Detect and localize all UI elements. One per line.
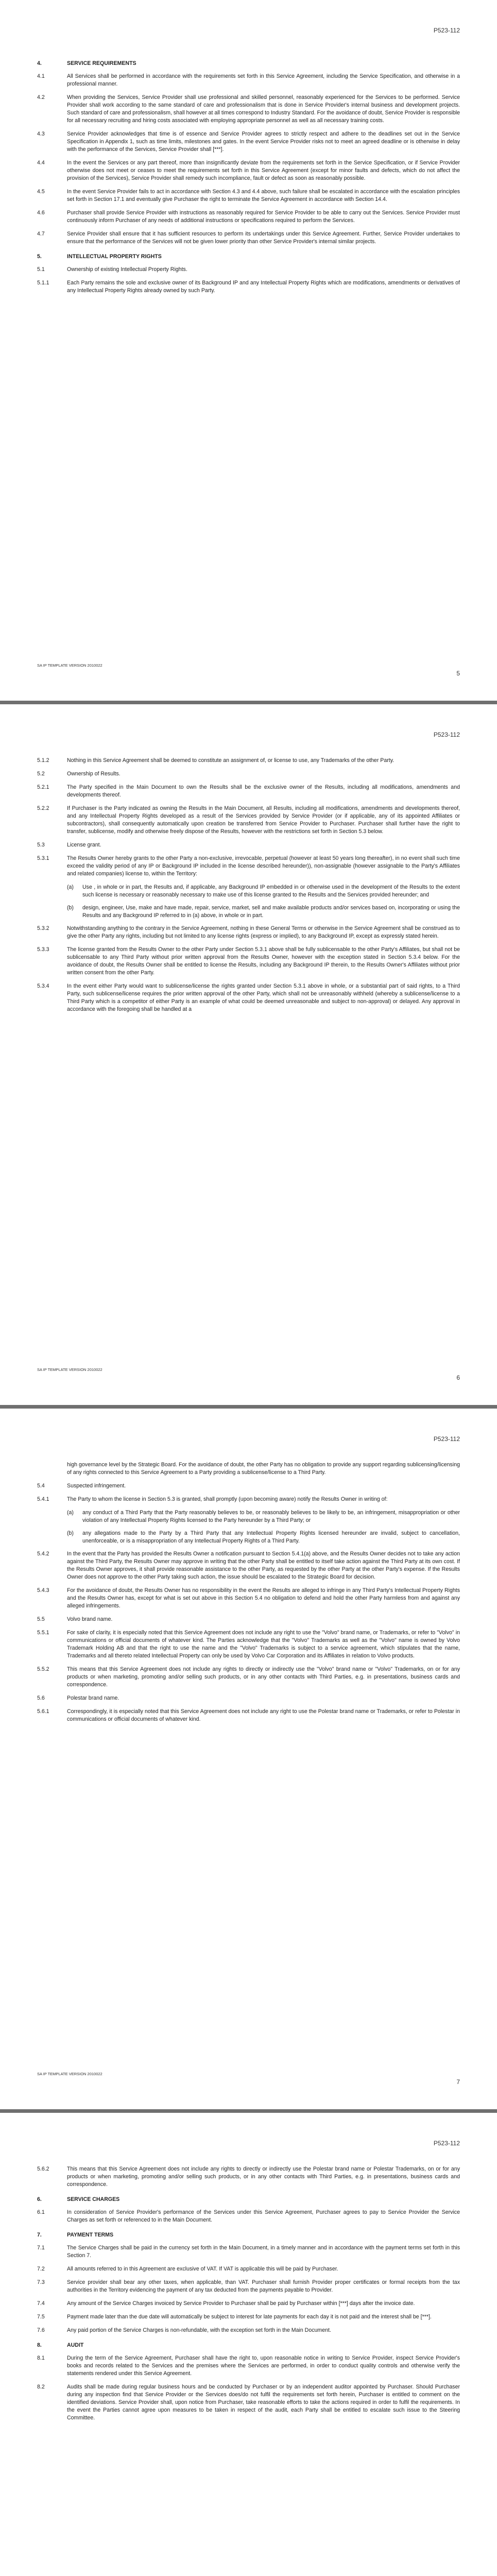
section-number: 8. [37, 2342, 42, 2348]
section-title: SERVICE REQUIREMENTS [67, 60, 136, 66]
clause [37, 230, 460, 246]
section-title: AUDIT [67, 2342, 84, 2348]
clause-number: 5.3.1 [37, 855, 49, 861]
clause [37, 925, 460, 940]
clause-number: 8.1 [37, 2355, 45, 2361]
page [0, 1409, 497, 2109]
sub-clause-text: any allegations made to the Party by a Third Party that any Intellectual Property Rights licensed hereunder are invalid, subject to cancellation, unenforceable, or is a misappropriation of any Intellectual Property Rights of a Third Party. [82, 1530, 460, 1544]
clause-number: 5.4.1 [37, 1496, 49, 1502]
section-title: SERVICE CHARGES [67, 2196, 120, 2202]
section-number: 5. [37, 253, 42, 260]
clause-text: Any paid portion of the Service Charges is non-refundable, with the exception set forth in the Main Document. [67, 2327, 331, 2333]
page-content [37, 1461, 460, 2047]
clause-text: This means that this Service Agreement does not include any rights to directly or indirectly use the Polestar brand name or Polestar Trademarks, on or for any products or when marketing, promoting and/or selling such products, or in any other contacts with Third Parties, e.g. in presentations, business cards and correspondence. [67, 2166, 460, 2188]
clause [37, 757, 460, 765]
clause-text: Service Provider acknowledges that time is of essence and Service Provider agrees to strictly respect and adhere to the deadlines set out in the Service Specification in Appendix 1, such as time limits, milestones and gates. In the event Service Provider risks not to meet an agreed deadline or is otherwise in delay with the performance of the Services, Service Provider shall [***]. [67, 131, 460, 152]
clause-number: 4.6 [37, 210, 45, 216]
clause-text: The Party to whom the license in Section 5.3 is granted, shall promptly (upon becoming aware) notify the Results Owner in writing of: [67, 1496, 388, 1502]
clause-number: 5.4.2 [37, 1551, 49, 1557]
clause-number: 7.2 [37, 2266, 45, 2272]
clause [37, 2327, 460, 2334]
clause-number: 4.1 [37, 73, 45, 79]
clause-number: 7.5 [37, 2314, 45, 2320]
clause [37, 2265, 460, 2273]
section-title: INTELLECTUAL PROPERTY RIGHTS [67, 253, 162, 260]
page-content [37, 757, 460, 1343]
clause-text: Correspondingly, it is especially noted that this Service Agreement does not include any right to use the Polestar brand name or Trademarks, or refer to Polestar in communications or official documents of whatever kind. [67, 1708, 460, 1722]
clause [37, 1587, 460, 1610]
clause [37, 805, 460, 836]
clause [37, 188, 460, 204]
clause-text: Payment made later than the due date will automatically be subject to interest for late payments for each day it is not paid and the interest shall be [***]. [67, 2314, 432, 2320]
clause-number: 4.4 [37, 160, 45, 166]
clause-number: 4.5 [37, 189, 45, 195]
clause-text: The Party specified in the Main Document to own the Results shall be the exclusive owner of the Results, including all modifications, amendments and developments thereof. [67, 784, 460, 798]
clause-number: 5.3.2 [37, 925, 49, 931]
clause-text: In consideration of Service Provider's performance of the Services under this Service Agreement, Purchaser agrees to pay to Service Provider the Service Charges as set forth or referenced to in the Main Document. [67, 2209, 460, 2223]
clause-number: 5.5.2 [37, 1666, 49, 1672]
clause-number: 5.4 [37, 1483, 45, 1489]
page-content [37, 53, 460, 639]
sub-clause-label: (a) [67, 884, 74, 890]
clause-number: 5.6 [37, 1695, 45, 1701]
clause [37, 1694, 460, 1702]
clause [37, 1496, 460, 1503]
clause [37, 2209, 460, 2224]
clause-text: Suspected infringement. [67, 1483, 126, 1489]
sub-clause [67, 1530, 460, 1545]
clause-text: Any amount of the Service Charges invoiced by Service Provider to Purchaser shall be paid by Purchaser within [***] days after the invoice date. [67, 2300, 415, 2307]
page [0, 0, 497, 701]
clause [37, 982, 460, 1013]
sub-clause-text: Use , in whole or in part, the Results and, if applicable, any Background IP embedded in or otherwise used in the development of the Results to the extent such license is necessary or reasonably necessary to make use of this license granted to the Results and the Services provided hereunder; and [82, 884, 460, 898]
clause-number: 7.4 [37, 2300, 45, 2307]
clause [37, 1550, 460, 1581]
clause-number: 5.2.2 [37, 805, 49, 811]
clause-number: 4.2 [37, 94, 45, 100]
template-version: SA IP TEMPLATE VERSION 2010022 [37, 663, 102, 668]
clause-text: License grant. [67, 842, 101, 848]
clause [37, 130, 460, 154]
clause-number: 7.3 [37, 2279, 45, 2285]
clause [37, 784, 460, 799]
section-number: 6. [37, 2196, 42, 2202]
clause-number: 4.3 [37, 131, 45, 137]
sub-clause [67, 1509, 460, 1524]
clause-text: For sake of clarity, it is especially noted that this Service Agreement does not include any right to use the "Volvo" brand name, or Trademarks, or refer to "Volvo" in communications or official documents of whatever kind. The Parties acknowledge that the "Volvo" Trademarks as well as the "Volvo" name is owned by Volvo Trademark Holding AB and that the right to use the name and the "Volvo" Trademarks is subject to a service agreement, which stipulates that the name, Trademarks and all thereto related Intellectual Property can only be used by Volvo Car Corporation and its Affiliates in relation to Volvo products. [67, 1630, 460, 1659]
clause-text: Service provider shall bear any other taxes, when applicable, than VAT. Purchaser shall furnish Provider proper certificates or formal receipts from the tax authorities in the Territory evidencing the payment of any tax deducted from the payments payable to Provider. [67, 2279, 460, 2293]
clause [37, 1666, 460, 1689]
clause [37, 1629, 460, 1660]
clause-number: 5.6.2 [37, 2166, 49, 2172]
clause-text: In the event either Party would want to sublicense/license the rights granted under Section 5.3.1 above in whole, or a substantial part of said rights, to a Third Party, such sublicense/license requires the prior written approval of the other Party, which shall not be unreasonably withheld (whereby a sublicense/license to a Third Party which is a competitor of either Party is an example of what could be deemed unreasonable and subject to non-approval) or delayed. Any approval in accordance with the foregoing shall be handled at a [67, 983, 460, 1012]
clause-text: Audits shall be made during regular business hours and be conducted by Purchaser or by an independent auditor appointed by Purchaser. Should Purchaser during any inspection find that Service Provider or the Services does/do not fulfil the requirements set forth herein, Purchaser is entitled to comment on the identified deviations. Service Provider shall, upon notice from Purchaser, take reasonable efforts to take the actions required in order to fulfil the requirements. In the event the Parties cannot agree upon measures to be taken in respect of the audit, each Party shall be entitled to escalate such issue to the Steering Committee. [67, 2384, 460, 2421]
clause-text: All Services shall be performed in accordance with the requirements set forth in this Service Agreement, including the Service Specification, and otherwise in a professional manner. [67, 73, 460, 87]
sub-clause [67, 904, 460, 920]
clause-text: For the avoidance of doubt, the Results Owner has no responsibility in the event the Results are alleged to infringe in any Third Party's Intellectual Property Rights and the Results Owner has, except for what is set out above in this Section 5.4 no obligation to defend and hold the other Party harmless from and against any alleged infringements. [67, 1587, 460, 1609]
clause-number: 8.2 [37, 2384, 45, 2390]
clause-number: 5.6.1 [37, 1708, 49, 1715]
clause-number: 5.3 [37, 842, 45, 848]
document-reference: P523-112 [433, 27, 460, 34]
clause-number: 5.4.3 [37, 1587, 49, 1594]
clause-number: 5.2 [37, 771, 45, 777]
section-heading [37, 60, 460, 67]
clause-text: Volvo brand name. [67, 1616, 113, 1622]
clause [37, 209, 460, 225]
clause-text: Polestar brand name. [67, 1695, 119, 1701]
clause-text: Notwithstanding anything to the contrary in the Service Agreement, nothing in these General Terms or otherwise in the Service Agreement shall be construed as to give the other Party any rights, including but not limited to any license rights (express or implied), to any Background IP, except as expressly stated herein. [67, 925, 460, 939]
page-number: 5 [456, 670, 460, 677]
clause-text: In the event Service Provider fails to act in accordance with Section 4.3 and 4.4 above, such failure shall be escalated in accordance with the escalation principles set forth in Section 17.1 and eventually give Purchaser the right to terminate the Service Agreement in accordance with Section 14.4. [67, 189, 460, 202]
clause [37, 279, 460, 295]
clause-number: 5.1.1 [37, 280, 49, 286]
section-heading [37, 2231, 460, 2239]
document-reference: P523-112 [433, 731, 460, 738]
clause-text: Nothing in this Service Agreement shall be deemed to constitute an assignment of, or license to use, any Trademarks of the other Party. [67, 757, 395, 764]
clause-text: Service Provider shall ensure that it has sufficient resources to perform its undertakings under this Service Agreement. Further, Service Provider undertakes to ensure that the performance of the Services will not be given lower priority than other Service Provider's internal similar projects. [67, 231, 460, 245]
clause [37, 855, 460, 878]
template-version: SA IP TEMPLATE VERSION 2010022 [37, 1367, 102, 1372]
sub-clause-label: (b) [67, 905, 74, 911]
clause-number [37, 1461, 67, 1477]
clause [37, 2383, 460, 2422]
clause [37, 2313, 460, 2321]
clause-text: If Purchaser is the Party indicated as owning the Results in the Main Document, all Results, including all modifications, amendments and developments thereof, and any Intellectual Property Rights developed as a result of the Services provided by Service Provider (or if applicable, any of its appointed Affiliates or subcontractors), shall consequently automatically upon creation be transferred from Service Provider to Purchaser. Purchaser shall further have the right to transfer, sublicense, modify and otherwise freely dispose of the Results, however with the restrictions set forth in Section 5.3 below. [67, 805, 460, 835]
clause-text: In the event that the Party has provided the Results Owner a notification pursuant to Section 5.4.1(a) above, and the Results Owner decides not to take any action against the Third Party, the Results Owner may approve in writing that the other Party shall be entitled to itself take action against the Third Party at its own cost. If the Results Owner approves, it shall provide reasonable assistance to the other Party, as requested by the other Party at the other Party's expense. If the Results Owner does not approve to the other Party taking such action, the issue should be escalated to the Strategic Board for decision. [67, 1551, 460, 1580]
clause-number: 5.1.2 [37, 757, 49, 764]
clause [37, 841, 460, 849]
clause-number: 4.7 [37, 231, 45, 237]
clause-text: Ownership of existing Intellectual Property Rights. [67, 266, 187, 273]
page [0, 2113, 497, 2576]
clause-text: The Service Charges shall be paid in the currency set forth in the Main Document, in a timely manner and in accordance with the payment terms set forth in this Section 7. [67, 2245, 460, 2259]
clause [37, 159, 460, 182]
clause-number: 6.1 [37, 2209, 45, 2215]
section-heading [37, 2342, 460, 2349]
sub-clause-text: design, engineer, Use, make and have made, repair, service, market, sell and make available products and/or services based on, incorporating or using the Results and any Background IP referred to in (a) above, in whole or in part. [82, 905, 460, 919]
clause [37, 770, 460, 778]
sub-clause-text: any conduct of a Third Party that the Party reasonably believes to be, or reasonably believes to be likely to be, an infringement, misappropriation or other violation of any Intellectual Property Rights licensed to the Party hereunder by a Third Party; or [82, 1510, 460, 1523]
clause-text: The Results Owner hereby grants to the other Party a non-exclusive, irrevocable, perpetual (however at least 50 years long thereafter), in no event shall such time exceed the validity period of any IP or Background IP included in the license described hereunder)), non-assignable (however assignable to the Party's Affiliates and related companies) license to, within the Territory: [67, 855, 460, 877]
clause-text: When providing the Services, Service Provider shall use professional and skilled personnel, reasonably experienced for the Services to be performed. Service Provider shall work according to the same standard of care and professionalism that is done in Service Provider's internal business and development projects. Such standard of care and professionalism, shall however at all times correspond to Industry Standard. For the avoidance of doubt, Service Provider is responsible for all necessary recruiting and hiring costs associated with employing appropriate personnel as well as all necessary training costs. [67, 94, 460, 124]
section-heading [37, 2196, 460, 2204]
clause-text: In the event the Services or any part thereof, more than insignificantly deviate from the requirements set forth in the Service Specification, or if Service Provider otherwise does not meet or ceases to meet the requirements set forth in this Service Agreement (except for minor faults and defects, which do not affect the provision of the Services), Service Provider shall remedy such incompliance, fault or defect as soon as reasonably possible. [67, 160, 460, 181]
clause-number: 7.6 [37, 2327, 45, 2333]
clause-text: All amounts referred to in this Agreement are exclusive of VAT. If VAT is applicable this will be paid by Purchaser. [67, 2266, 338, 2272]
template-version: SA IP TEMPLATE VERSION 2010022 [37, 2072, 102, 2076]
clause [37, 2244, 460, 2260]
clause [37, 2354, 460, 2378]
section-title: PAYMENT TERMS [67, 2232, 114, 2238]
section-number: 7. [37, 2232, 42, 2238]
clause [37, 1461, 460, 1477]
clause [37, 2279, 460, 2294]
clause-number: 7.1 [37, 2245, 45, 2251]
sub-clause-label: (b) [67, 1530, 74, 1536]
sub-clause [67, 884, 460, 899]
section-heading [37, 253, 460, 261]
section-number: 4. [37, 60, 42, 66]
clause-number: 5.3.3 [37, 946, 49, 953]
clause-text: Ownership of Results. [67, 771, 121, 777]
clause-number: 5.3.4 [37, 983, 49, 989]
clause-number: 5.1 [37, 266, 45, 273]
sub-clause-label: (a) [67, 1510, 74, 1516]
clause [37, 2165, 460, 2189]
clause-number: 5.5.1 [37, 1630, 49, 1636]
clause-number: 5.5 [37, 1616, 45, 1622]
clause-text: During the term of the Service Agreement, Purchaser shall have the right to, upon reasonable notice in writing to Service Provider, inspect Service Provider's books and records related to the Services and the premises where the Services are performed, in order to conduct quality controls and otherwise verify the statements rendered under this Service Agreement. [67, 2355, 460, 2377]
page-content [37, 2165, 460, 2576]
clause-text: high governance level by the Strategic Board. For the avoidance of doubt, the other Party has no obligation to provide any support regarding sublicensing/licensing of any rights connected to this Service Agreement to a Party providing a sublicense/license to a Third Party. [67, 1462, 460, 1476]
clause [37, 73, 460, 88]
clause [37, 266, 460, 274]
document-reference: P523-112 [433, 1435, 460, 1443]
clause [37, 1616, 460, 1623]
clause-number: 5.2.1 [37, 784, 49, 790]
clause [37, 1482, 460, 1490]
clause-text: The license granted from the Results Owner to the other Party under Section 5.3.1 above shall be fully sublicensable to the other Party's Affiliates, but shall not be sublicensable to any Third Party without prior written approval from the Results Owner, however with the exception stated in Section 5.3.4 below. For the avoidance of doubt, the Results Owner shall be entitled to license the Results, including any Background IP therein, to the Results Owner's Affiliates without prior written consent from the other Party. [67, 946, 460, 976]
clause-text: This means that this Service Agreement does not include any rights to directly or indirectly use the "Volvo" brand name or "Volvo" Trademarks, on or for any products or when marketing, promoting and/or selling such products, or in any other contacts with Third Parties, e.g. in presentations, business cards and correspondence. [67, 1666, 460, 1688]
document-reference: P523-112 [433, 2140, 460, 2147]
clause [37, 1708, 460, 1723]
clause-text: Purchaser shall provide Service Provider with instructions as reasonably required for Service Provider to be able to carry out the Services. Service Provider must continuously inform Purchaser of any needs of additional instructions or specifications required to perform the Services. [67, 210, 460, 224]
page [0, 704, 497, 1405]
clause-text: Each Party remains the sole and exclusive owner of its Background IP and any Intellectual Property Rights which are modifications, amendments or derivatives of any Intellectual Property Rights already owned by such Party. [67, 280, 460, 294]
page-number: 6 [456, 1374, 460, 1381]
page-number: 7 [456, 2078, 460, 2086]
clause [37, 946, 460, 977]
clause [37, 2300, 460, 2308]
clause [37, 94, 460, 125]
